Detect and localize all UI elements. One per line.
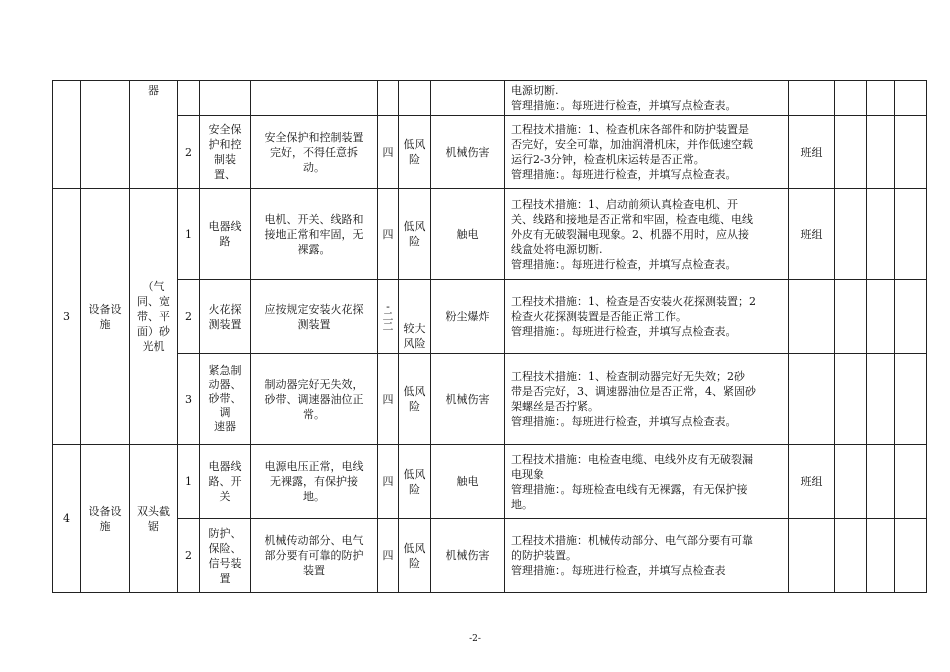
row-number-cell	[53, 81, 81, 189]
risk-class-cell: 低风 险	[399, 519, 431, 593]
blank-cell	[867, 280, 895, 354]
risk-class-cell: 低风 险	[399, 354, 431, 445]
standard-cell	[251, 81, 378, 116]
hazard-cell: 粉尘爆炸	[431, 280, 505, 354]
standard-cell: 应按规定安装火花探 测装置	[251, 280, 378, 354]
sub-number-cell: 1	[178, 445, 200, 519]
table-row	[53, 354, 927, 445]
owner-cell: 班组	[789, 189, 835, 280]
blank-cell	[867, 519, 895, 593]
owner-cell	[789, 354, 835, 445]
owner-cell: 班组	[789, 116, 835, 189]
risk-level-cell: - 二 二	[378, 280, 399, 354]
blank-cell	[835, 81, 867, 116]
blank-cell	[835, 519, 867, 593]
hazard-cell: 触电	[431, 189, 505, 280]
device-cell: 双头截 锯	[130, 445, 178, 593]
check-item-cell: 安全保 护和控 制装 置、	[200, 116, 251, 189]
blank-cell	[895, 445, 927, 519]
blank-cell	[835, 280, 867, 354]
hazard-cell: 触电	[431, 445, 505, 519]
device-cell: 器	[130, 81, 178, 189]
check-item-cell: 电器线 路、开 关	[200, 445, 251, 519]
sub-number-cell: 2	[178, 519, 200, 593]
hazard-cell	[431, 81, 505, 116]
device-cell: （气 同、宽 带、平 面）砂 光机	[130, 189, 178, 445]
standard-cell: 制动器完好无失效， 砂带、调速器油位正 常。	[251, 354, 378, 445]
category-cell: 设备设 施	[81, 189, 130, 445]
table-row	[53, 189, 927, 280]
owner-cell	[789, 280, 835, 354]
blank-cell	[835, 189, 867, 280]
check-item-cell: 电器线 路	[200, 189, 251, 280]
risk-level-cell: 四	[378, 445, 399, 519]
measures-cell: 电源切断. 管理措施：。每班进行检查，并填写点检查表。	[505, 81, 789, 116]
check-item-cell: 防护、 保险、 信号装 置	[200, 519, 251, 593]
sub-number-cell	[178, 81, 200, 116]
blank-cell	[867, 445, 895, 519]
measures-cell: 工程技术措施：电检查电缆、电线外皮有无破裂漏 电现象 管理措施：。每班检查电线有无裸露，有无保护接 地。	[505, 445, 789, 519]
blank-cell	[895, 519, 927, 593]
row-number-cell: 4	[53, 445, 81, 593]
check-item-cell: 紧急制 动器、 砂带、 调 速器	[200, 354, 251, 445]
measures-cell: 工程技术措施：机械传动部分、电气部分要有可靠 的防护装置。 管理措施：。每班进行检查，并填写点检查表	[505, 519, 789, 593]
sub-number-cell: 2	[178, 280, 200, 354]
sub-number-cell: 1	[178, 189, 200, 280]
blank-cell	[895, 354, 927, 445]
risk-control-table	[52, 80, 927, 593]
check-item-cell: 火花探 测装置	[200, 280, 251, 354]
measures-cell: 工程技术措施：1、检查机床各部件和防护装置是 否完好，安全可靠，加油润滑机床，并作低速空载 运行2-3分钟，检查机床运转是否正常。 管理措施：。每班进行检查，并填写点检查表。	[505, 116, 789, 189]
risk-level-cell: 四	[378, 354, 399, 445]
blank-cell	[895, 81, 927, 116]
table-row	[53, 81, 927, 116]
hazard-cell: 机械伤害	[431, 116, 505, 189]
risk-level-cell: 四	[378, 116, 399, 189]
blank-cell	[835, 116, 867, 189]
risk-level-cell: 四	[378, 189, 399, 280]
risk-level-cell	[378, 81, 399, 116]
table-row	[53, 445, 927, 519]
risk-level-cell: 四	[378, 519, 399, 593]
risk-class-cell: 低风 险	[399, 445, 431, 519]
check-item-cell	[200, 81, 251, 116]
risk-class-cell	[399, 81, 431, 116]
owner-cell	[789, 81, 835, 116]
blank-cell	[867, 81, 895, 116]
blank-cell	[867, 189, 895, 280]
standard-cell: 电源电压正常，电线 无裸露，有保护接 地。	[251, 445, 378, 519]
row-number-cell: 3	[53, 189, 81, 445]
blank-cell	[867, 116, 895, 189]
risk-class-cell: 较大 风险	[399, 280, 431, 354]
owner-cell: 班组	[789, 445, 835, 519]
table-row	[53, 116, 927, 189]
measures-cell: 工程技术措施：1、启动前须认真检查电机、开 关、线路和接地是否正常和牢固，检查电缆、电线 外皮有无破裂漏电现象。2、机器不用时，应从接 线盒处将电源切断. 管理措施：。每班进行检查，并填写点检查表。	[505, 189, 789, 280]
page-number: -2-	[469, 634, 481, 644]
standard-cell: 电机、开关、线路和 接地正常和牢固，无 裸露。	[251, 189, 378, 280]
table-row	[53, 280, 927, 354]
sub-number-cell: 3	[178, 354, 200, 445]
sub-number-cell: 2	[178, 116, 200, 189]
blank-cell	[895, 280, 927, 354]
owner-cell	[789, 519, 835, 593]
category-cell: 设备设 施	[81, 445, 130, 593]
blank-cell	[895, 189, 927, 280]
measures-cell: 工程技术措施：1、检查制动器完好无失效；2砂 带是否完好，3、调速器油位是否正常，4、紧固砂 架螺丝是否拧紧。 管理措施：。每班进行检查，并填写点检查表。	[505, 354, 789, 445]
table-row	[53, 519, 927, 593]
risk-class-cell: 低风 险	[399, 116, 431, 189]
blank-cell	[835, 354, 867, 445]
category-cell	[81, 81, 130, 189]
blank-cell	[895, 116, 927, 189]
blank-cell	[835, 445, 867, 519]
risk-class-cell: 低风 险	[399, 189, 431, 280]
measures-cell: 工程技术措施：1、检查是否安装火花探测装置；2 检查火花探测装置是否能正常工作。 管理措施：。每班进行检查，并填写点检查表。	[505, 280, 789, 354]
hazard-cell: 机械伤害	[431, 354, 505, 445]
standard-cell: 机械传动部分、电气 部分要有可靠的防护 装置	[251, 519, 378, 593]
standard-cell: 安全保护和控制装置 完好，不得任意拆 动。	[251, 116, 378, 189]
hazard-cell: 机械伤害	[431, 519, 505, 593]
blank-cell	[867, 354, 895, 445]
